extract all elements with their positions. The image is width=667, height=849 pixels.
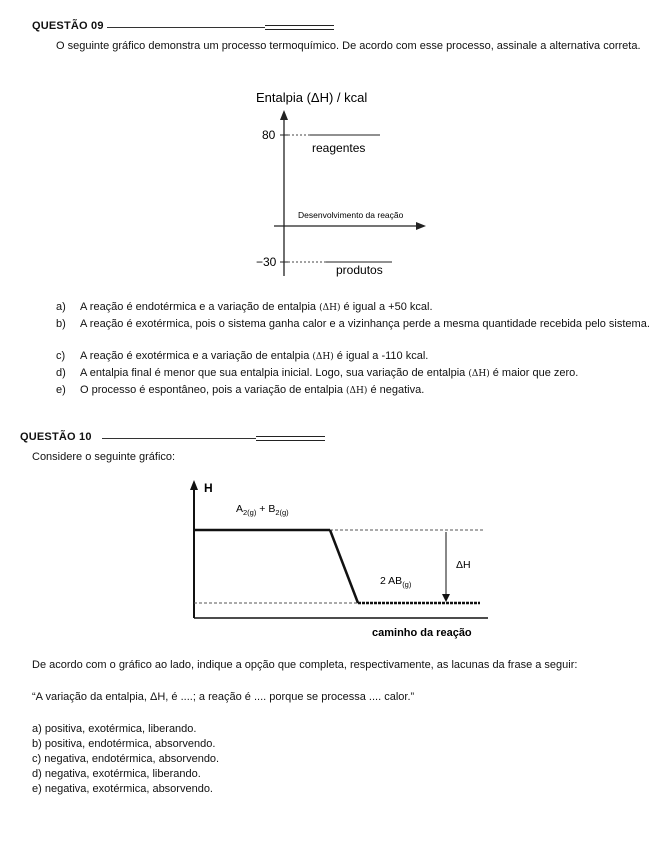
q10-intro: Considere o seguinte gráfico:: [32, 451, 176, 463]
q9-option-a-text: [80, 299, 650, 316]
q10-enthalpy-diagram: [184, 476, 494, 644]
q10-quote: “A variação da entalpia, ΔH, é ....; a reação é .... porque se processa .... calor.”: [32, 691, 415, 703]
q9-option-d-before: A entalpia final é menor que sua entalpia inicial. Logo, sua variação de entalpia: [80, 367, 469, 379]
q9-option-e[interactable]: [56, 382, 650, 398]
q10-option-e[interactable]: e) negativa, exotérmica, absorvendo.: [32, 783, 213, 795]
q9-statement: O seguinte gráfico demonstra um processo termoquímico. De acordo com esse processo, assinale a alternativa correta.: [56, 40, 641, 52]
q9-option-a[interactable]: [56, 299, 650, 315]
q9-title-double-rule: [265, 25, 334, 30]
q9-option-d-after: é maior que zero.: [489, 367, 579, 379]
q10-product-label: 2 $AB_{(g)}$: [380, 575, 412, 589]
q9-reagents-label: reagentes: [312, 141, 366, 155]
q9-option-e-label: e): [56, 384, 66, 396]
q10-descent-line: [330, 530, 358, 603]
q9-tick-high: 80: [262, 128, 276, 142]
q9-option-d-text: [80, 365, 650, 382]
q10-y-axis-arrow: [190, 480, 198, 490]
q9-option-b[interactable]: [56, 316, 650, 348]
q10-title-rule: [102, 438, 256, 439]
q9-option-d-label: d): [56, 367, 66, 379]
q9-title: QUESTÃO 09: [32, 20, 104, 32]
q9-option-a-label: a): [56, 301, 66, 313]
q9-option-e-dh: (ΔH): [346, 386, 368, 396]
q9-option-c[interactable]: [56, 348, 650, 364]
q10-statement: De acordo com o gráfico ao lado, indique a opção que completa, respectivamente, as lacunas da frase a seguir:: [32, 659, 578, 671]
q9-enthalpy-diagram: [240, 84, 450, 284]
q9-option-c-dh: (ΔH): [312, 352, 334, 362]
q10-option-a[interactable]: a) positiva, exotérmica, liberando.: [32, 723, 197, 735]
q9-chart-ylabel: Entalpia (ΔH) / kcal: [256, 90, 368, 105]
q9-y-axis-arrow: [280, 110, 288, 120]
q9-option-e-text: [80, 382, 650, 399]
q9-option-e-after: é negativa.: [367, 384, 425, 396]
q10-delta-arrow-head: [442, 594, 450, 602]
q10-title-double-rule: [256, 436, 325, 441]
q9-option-c-before: A reação é exotérmica e a variação de entalpia: [80, 350, 313, 362]
q9-option-e-before: O processo é espontâneo, pois a variação de entalpia: [80, 384, 347, 396]
q10-option-d[interactable]: d) negativa, exotérmica, liberando.: [32, 768, 201, 780]
q9-option-a-dh: (ΔH): [319, 303, 341, 313]
q10-title: QUESTÃO 10: [20, 431, 92, 443]
q10-delta-label: ΔH: [456, 559, 471, 571]
q9-option-d[interactable]: [56, 365, 650, 381]
q9-option-a-before: A reação é endotérmica e a variação de entalpia: [80, 301, 320, 313]
q9-option-c-label: c): [56, 350, 66, 362]
q9-option-b-label: b): [56, 318, 66, 330]
q9-option-a-after: é igual a +50 kcal.: [340, 301, 433, 313]
q9-tick-low: −30: [256, 255, 277, 269]
q9-option-b-text: A reação é exotérmica, pois o sistema ganha calor e a vizinhança perde a mesma quantidade recebida pelo sistema.: [80, 318, 650, 330]
q9-x-axis-arrow: [416, 222, 426, 230]
q9-title-rule: [107, 27, 265, 28]
q9-option-c-text: [80, 348, 650, 365]
q9-option-c-after: é igual a -110 kcal.: [333, 350, 429, 362]
q10-chart-xlabel: caminho da reação: [372, 627, 472, 639]
q9-products-label: produtos: [336, 263, 383, 277]
q10-reactants-label: $A_{2(g)} + B_{2(g)}$: [236, 503, 289, 517]
q10-chart-ylabel: H: [204, 481, 213, 495]
q10-option-c[interactable]: c) negativa, endotérmica, absorvendo.: [32, 753, 220, 765]
q10-option-b[interactable]: b) positiva, endotérmica, absorvendo.: [32, 738, 216, 750]
q9-chart-xlabel: Desenvolvimento da reação: [298, 210, 404, 220]
q9-option-d-dh: (ΔH): [468, 369, 490, 379]
